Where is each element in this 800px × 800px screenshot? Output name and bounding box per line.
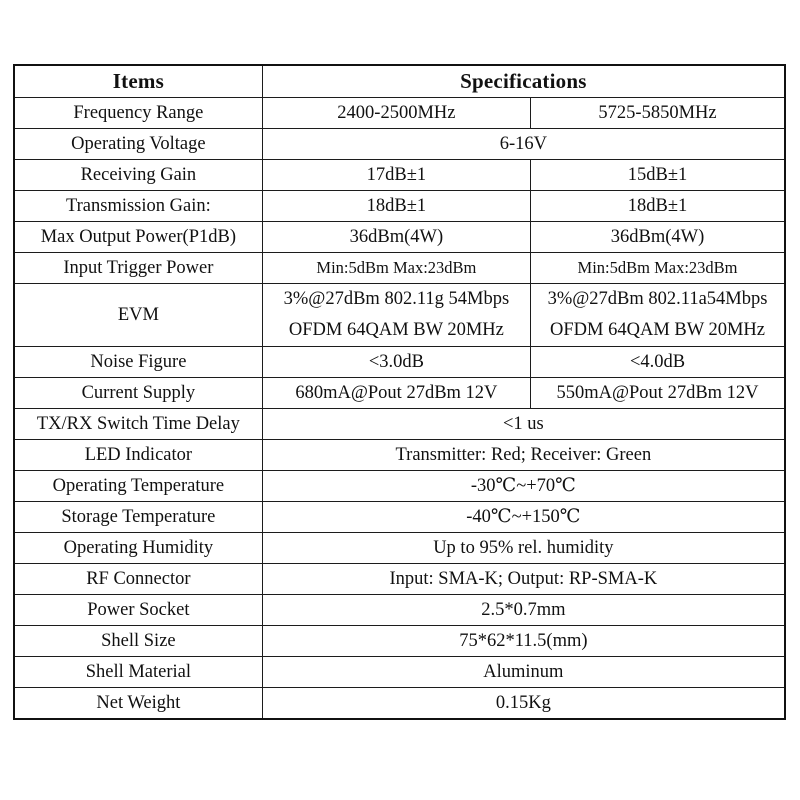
row-current-supply (14, 378, 785, 409)
spec-value-band2: 36dBm(4W) (531, 222, 785, 253)
item-label: Storage Temperature (14, 502, 262, 533)
row-input-trigger-power (14, 253, 785, 284)
row-led-indicator (14, 440, 785, 471)
spec-value-band1 (262, 284, 530, 347)
spec-value-merged: 75*62*11.5(mm) (262, 626, 785, 657)
spec-value-band2: 15dB±1 (531, 160, 785, 191)
item-label: Transmission Gain: (14, 191, 262, 222)
row-power-socket (14, 595, 785, 626)
evm-line-1: 3%@27dBm 802.11a54Mbps (547, 289, 768, 309)
item-label: Operating Temperature (14, 471, 262, 502)
specifications-table (13, 64, 786, 720)
spec-value-merged: Transmitter: Red; Receiver: Green (262, 440, 785, 471)
item-label: Frequency Range (14, 98, 262, 129)
spec-value-band2: 5725-5850MHz (531, 98, 785, 129)
header-items: Items (14, 65, 262, 98)
spec-value-merged: <1 us (262, 409, 785, 440)
item-label: RF Connector (14, 564, 262, 595)
row-txrx-switch-time-delay (14, 409, 785, 440)
evm-line-2: OFDM 64QAM BW 20MHz (550, 320, 766, 340)
row-storage-temperature (14, 502, 785, 533)
row-net-weight (14, 688, 785, 720)
row-frequency-range (14, 98, 785, 129)
item-label: Operating Humidity (14, 533, 262, 564)
header-specifications: Specifications (262, 65, 785, 98)
spec-value-merged: 6-16V (262, 129, 785, 160)
row-shell-material (14, 657, 785, 688)
spec-value-merged: -30℃~+70℃ (262, 471, 785, 502)
item-label: Operating Voltage (14, 129, 262, 160)
spec-value-merged: -40℃~+150℃ (262, 502, 785, 533)
row-max-output-power (14, 222, 785, 253)
spec-value-band2 (531, 284, 785, 347)
item-label: Max Output Power(P1dB) (14, 222, 262, 253)
spec-value-merged: 2.5*0.7mm (262, 595, 785, 626)
spec-value-band2: 550mA@Pout 27dBm 12V (531, 378, 785, 409)
evm-line-1: 3%@27dBm 802.11g 54Mbps (283, 289, 510, 309)
spec-value-merged: Up to 95% rel. humidity (262, 533, 785, 564)
spec-value-band1: 36dBm(4W) (262, 222, 530, 253)
row-operating-voltage (14, 129, 785, 160)
row-evm (14, 284, 785, 347)
spec-value-band1: 18dB±1 (262, 191, 530, 222)
item-label: Shell Material (14, 657, 262, 688)
spec-value-band1: 17dB±1 (262, 160, 530, 191)
row-shell-size (14, 626, 785, 657)
item-label: TX/RX Switch Time Delay (14, 409, 262, 440)
row-transmission-gain (14, 191, 785, 222)
row-rf-connector (14, 564, 785, 595)
item-label: Noise Figure (14, 347, 262, 378)
item-label: EVM (14, 284, 262, 347)
spec-value-merged: Aluminum (262, 657, 785, 688)
item-label: Current Supply (14, 378, 262, 409)
spec-value-band1: 680mA@Pout 27dBm 12V (262, 378, 530, 409)
spec-value-band1: Min:5dBm Max:23dBm (262, 253, 530, 284)
item-label: Net Weight (14, 688, 262, 720)
row-receiving-gain (14, 160, 785, 191)
evm-line-2: OFDM 64QAM BW 20MHz (288, 320, 504, 340)
item-label: Power Socket (14, 595, 262, 626)
row-noise-figure (14, 347, 785, 378)
item-label: Input Trigger Power (14, 253, 262, 284)
spec-value-band1: <3.0dB (262, 347, 530, 378)
spec-value-merged: Input: SMA-K; Output: RP-SMA-K (262, 564, 785, 595)
row-operating-temperature (14, 471, 785, 502)
row-operating-humidity (14, 533, 785, 564)
item-label: Shell Size (14, 626, 262, 657)
spec-value-band1: 2400-2500MHz (262, 98, 530, 129)
table-header-row (14, 65, 785, 98)
spec-value-band2: <4.0dB (531, 347, 785, 378)
spec-value-merged: 0.15Kg (262, 688, 785, 720)
spec-value-band2: Min:5dBm Max:23dBm (531, 253, 785, 284)
item-label: LED Indicator (14, 440, 262, 471)
item-label: Receiving Gain (14, 160, 262, 191)
spec-value-band2: 18dB±1 (531, 191, 785, 222)
